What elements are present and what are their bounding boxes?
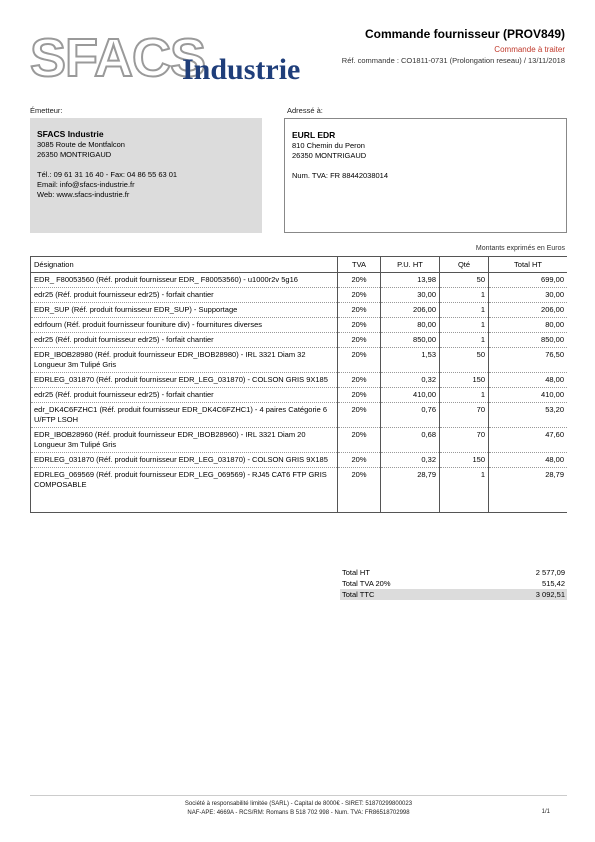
cell-tva: 20%: [338, 273, 381, 288]
cell-designation: edr25 (Réf. produit fournisseur edr25) - forfait chantier: [31, 288, 338, 303]
table-row: [31, 303, 568, 318]
cell-unit-price: 13,98: [381, 273, 440, 288]
logo-wordmark: SFACS: [30, 28, 206, 88]
footer-line-2: NAF-APE: 4669A - RCS/RM: Romans B 518 702 998 - Num. TVA: FR86518702998: [187, 810, 410, 816]
cell-tva: 20%: [338, 403, 381, 428]
total-ht-label: Total HT: [342, 568, 370, 577]
table-row: [31, 288, 568, 303]
cell-total-ht: 48,00: [489, 373, 568, 388]
cell-tva: 20%: [338, 348, 381, 373]
cell-quantity: 1: [440, 388, 489, 403]
emitter-box: [30, 118, 262, 233]
cell-unit-price: 0,32: [381, 373, 440, 388]
recipient-box: [284, 118, 567, 233]
totals-block: [340, 567, 567, 600]
order-status: Commande à traiter: [494, 45, 565, 54]
cell-designation: edr_DK4C6FZHC1 (Réf. produit fournisseur EDR_DK4C6FZHC1) - 4 paires Catégorie 6 U/FTP LSOH: [31, 403, 338, 428]
cell-tva: 20%: [338, 428, 381, 453]
cell-unit-price: 28,79: [381, 468, 440, 513]
document-title: Commande fournisseur (PROV849): [364, 27, 565, 41]
total-ttc-row: [340, 589, 567, 600]
cell-unit-price: 1,53: [381, 348, 440, 373]
cell-designation: EDRLEG_031870 (Réf. produit fournisseur EDR_LEG_031870) - COLSON GRIS 9X185: [31, 373, 338, 388]
cell-unit-price: 80,00: [381, 318, 440, 333]
col-unit-price: P.U. HT: [381, 257, 440, 273]
emitter-label: Émetteur:: [30, 106, 63, 115]
emitter-phone: Tél.: 09 61 31 16 40 - Fax: 04 86 55 63 01: [37, 170, 178, 179]
cell-quantity: 1: [440, 468, 489, 513]
cell-tva: 20%: [338, 318, 381, 333]
page-number: 1/1: [541, 809, 550, 815]
cell-designation: EDR_ F80053560 (Réf. produit fournisseur EDR_ F80053560) - u1000r2v 5g16: [31, 273, 338, 288]
cell-unit-price: 206,00: [381, 303, 440, 318]
cell-designation: EDR_IBOB28960 (Réf. produit fournisseur EDR_IBOB28960) - IRL 3321 Diam 20 Longueur 3m Tulipé Gris: [31, 428, 338, 453]
table-row: [31, 468, 568, 513]
recipient-name: EURL EDR: [292, 130, 336, 140]
cell-quantity: 70: [440, 428, 489, 453]
logo-subtitle: Industrie: [182, 53, 301, 86]
cell-tva: 20%: [338, 333, 381, 348]
cell-quantity: 50: [440, 273, 489, 288]
table-row: [31, 333, 568, 348]
cell-total-ht: 410,00: [489, 388, 568, 403]
cell-tva: 20%: [338, 373, 381, 388]
recipient-label: Adressé à:: [287, 106, 323, 115]
legal-footer: [30, 800, 567, 818]
total-tva-value: 515,42: [542, 579, 565, 588]
cell-quantity: 150: [440, 373, 489, 388]
cell-unit-price: 0,76: [381, 403, 440, 428]
cell-unit-price: 0,32: [381, 453, 440, 468]
cell-total-ht: 47,60: [489, 428, 568, 453]
cell-total-ht: 53,20: [489, 403, 568, 428]
cell-designation: EDRLEG_031870 (Réf. produit fournisseur EDR_LEG_031870) - COLSON GRIS 9X185: [31, 453, 338, 468]
cell-tva: 20%: [338, 468, 381, 513]
emitter-address-1: 3085 Route de Montfalcon: [37, 140, 125, 149]
recipient-address-1: 810 Chemin du Peron: [292, 141, 365, 150]
recipient-address-2: 26350 MONTRIGAUD: [292, 151, 367, 160]
order-reference: Réf. commande : CO1811-0731 (Prolongation reseau) / 13/11/2018: [341, 56, 565, 65]
currency-note: Montants exprimés en Euros: [475, 245, 565, 252]
cell-tva: 20%: [338, 288, 381, 303]
footer-line-1: Société à responsabilité limitée (SARL) - Capital de 8000€ - SIRET: 51870299800023: [184, 801, 413, 807]
total-ttc-label: Total TTC: [342, 590, 375, 599]
cell-total-ht: 28,79: [489, 468, 568, 513]
cell-total-ht: 48,00: [489, 453, 568, 468]
col-designation: Désignation: [31, 257, 338, 273]
emitter-email: Email: info@sfacs-industrie.fr: [37, 180, 135, 189]
cell-designation: EDR_SUP (Réf. produit fournisseur EDR_SUP) - Supportage: [31, 303, 338, 318]
total-tva-label: Total TVA 20%: [342, 579, 391, 588]
col-tva: TVA: [338, 257, 381, 273]
emitter-address-2: 26350 MONTRIGAUD: [37, 150, 112, 159]
cell-quantity: 50: [440, 348, 489, 373]
cell-tva: 20%: [338, 388, 381, 403]
cell-total-ht: 76,50: [489, 348, 568, 373]
cell-quantity: 1: [440, 318, 489, 333]
table-row: [31, 373, 568, 388]
cell-quantity: 150: [440, 453, 489, 468]
cell-designation: EDR_IBOB28980 (Réf. produit fournisseur EDR_IBOB28980) - IRL 3321 Diam 32 Longueur 3m Tulipé Gris: [31, 348, 338, 373]
cell-quantity: 1: [440, 333, 489, 348]
table-row: [31, 453, 568, 468]
table-row: [31, 318, 568, 333]
cell-unit-price: 30,00: [381, 288, 440, 303]
cell-designation: EDRLEG_069569 (Réf. produit fournisseur EDR_LEG_069569) - RJ45 CAT6 FTP GRIS COMPOSABLE: [31, 468, 338, 513]
table-header-row: [31, 257, 568, 273]
cell-designation: edrfourn (Réf. produit fournisseur founiture div) - fournitures diverses: [31, 318, 338, 333]
cell-tva: 20%: [338, 303, 381, 318]
emitter-website: Web: www.sfacs-industrie.fr: [37, 190, 130, 199]
total-ht-value: 2 577,09: [535, 568, 565, 577]
cell-total-ht: 699,00: [489, 273, 568, 288]
total-ttc-value: 3 092,51: [535, 590, 565, 599]
cell-unit-price: 410,00: [381, 388, 440, 403]
table-row: [31, 348, 568, 373]
total-ht-row: [340, 567, 567, 578]
table-row: [31, 388, 568, 403]
col-total-ht: Total HT: [489, 257, 568, 273]
cell-total-ht: 206,00: [489, 303, 568, 318]
order-lines-table: [30, 256, 567, 513]
emitter-name: SFACS Industrie: [37, 129, 104, 139]
cell-designation: edr25 (Réf. produit fournisseur edr25) - forfait chantier: [31, 333, 338, 348]
table-row: [31, 273, 568, 288]
cell-quantity: 1: [440, 303, 489, 318]
total-tva-row: [340, 578, 567, 589]
cell-unit-price: 0,68: [381, 428, 440, 453]
cell-quantity: 1: [440, 288, 489, 303]
cell-unit-price: 850,00: [381, 333, 440, 348]
cell-total-ht: 850,00: [489, 333, 568, 348]
company-logo: [30, 28, 315, 90]
cell-designation: edr25 (Réf. produit fournisseur edr25) - forfait chantier: [31, 388, 338, 403]
cell-tva: 20%: [338, 453, 381, 468]
footer-divider: [30, 795, 567, 796]
table-row: [31, 428, 568, 453]
recipient-vat: Num. TVA: FR 88442038014: [292, 171, 389, 180]
col-quantity: Qté: [440, 257, 489, 273]
cell-total-ht: 30,00: [489, 288, 568, 303]
table-row: [31, 403, 568, 428]
cell-quantity: 70: [440, 403, 489, 428]
cell-total-ht: 80,00: [489, 318, 568, 333]
